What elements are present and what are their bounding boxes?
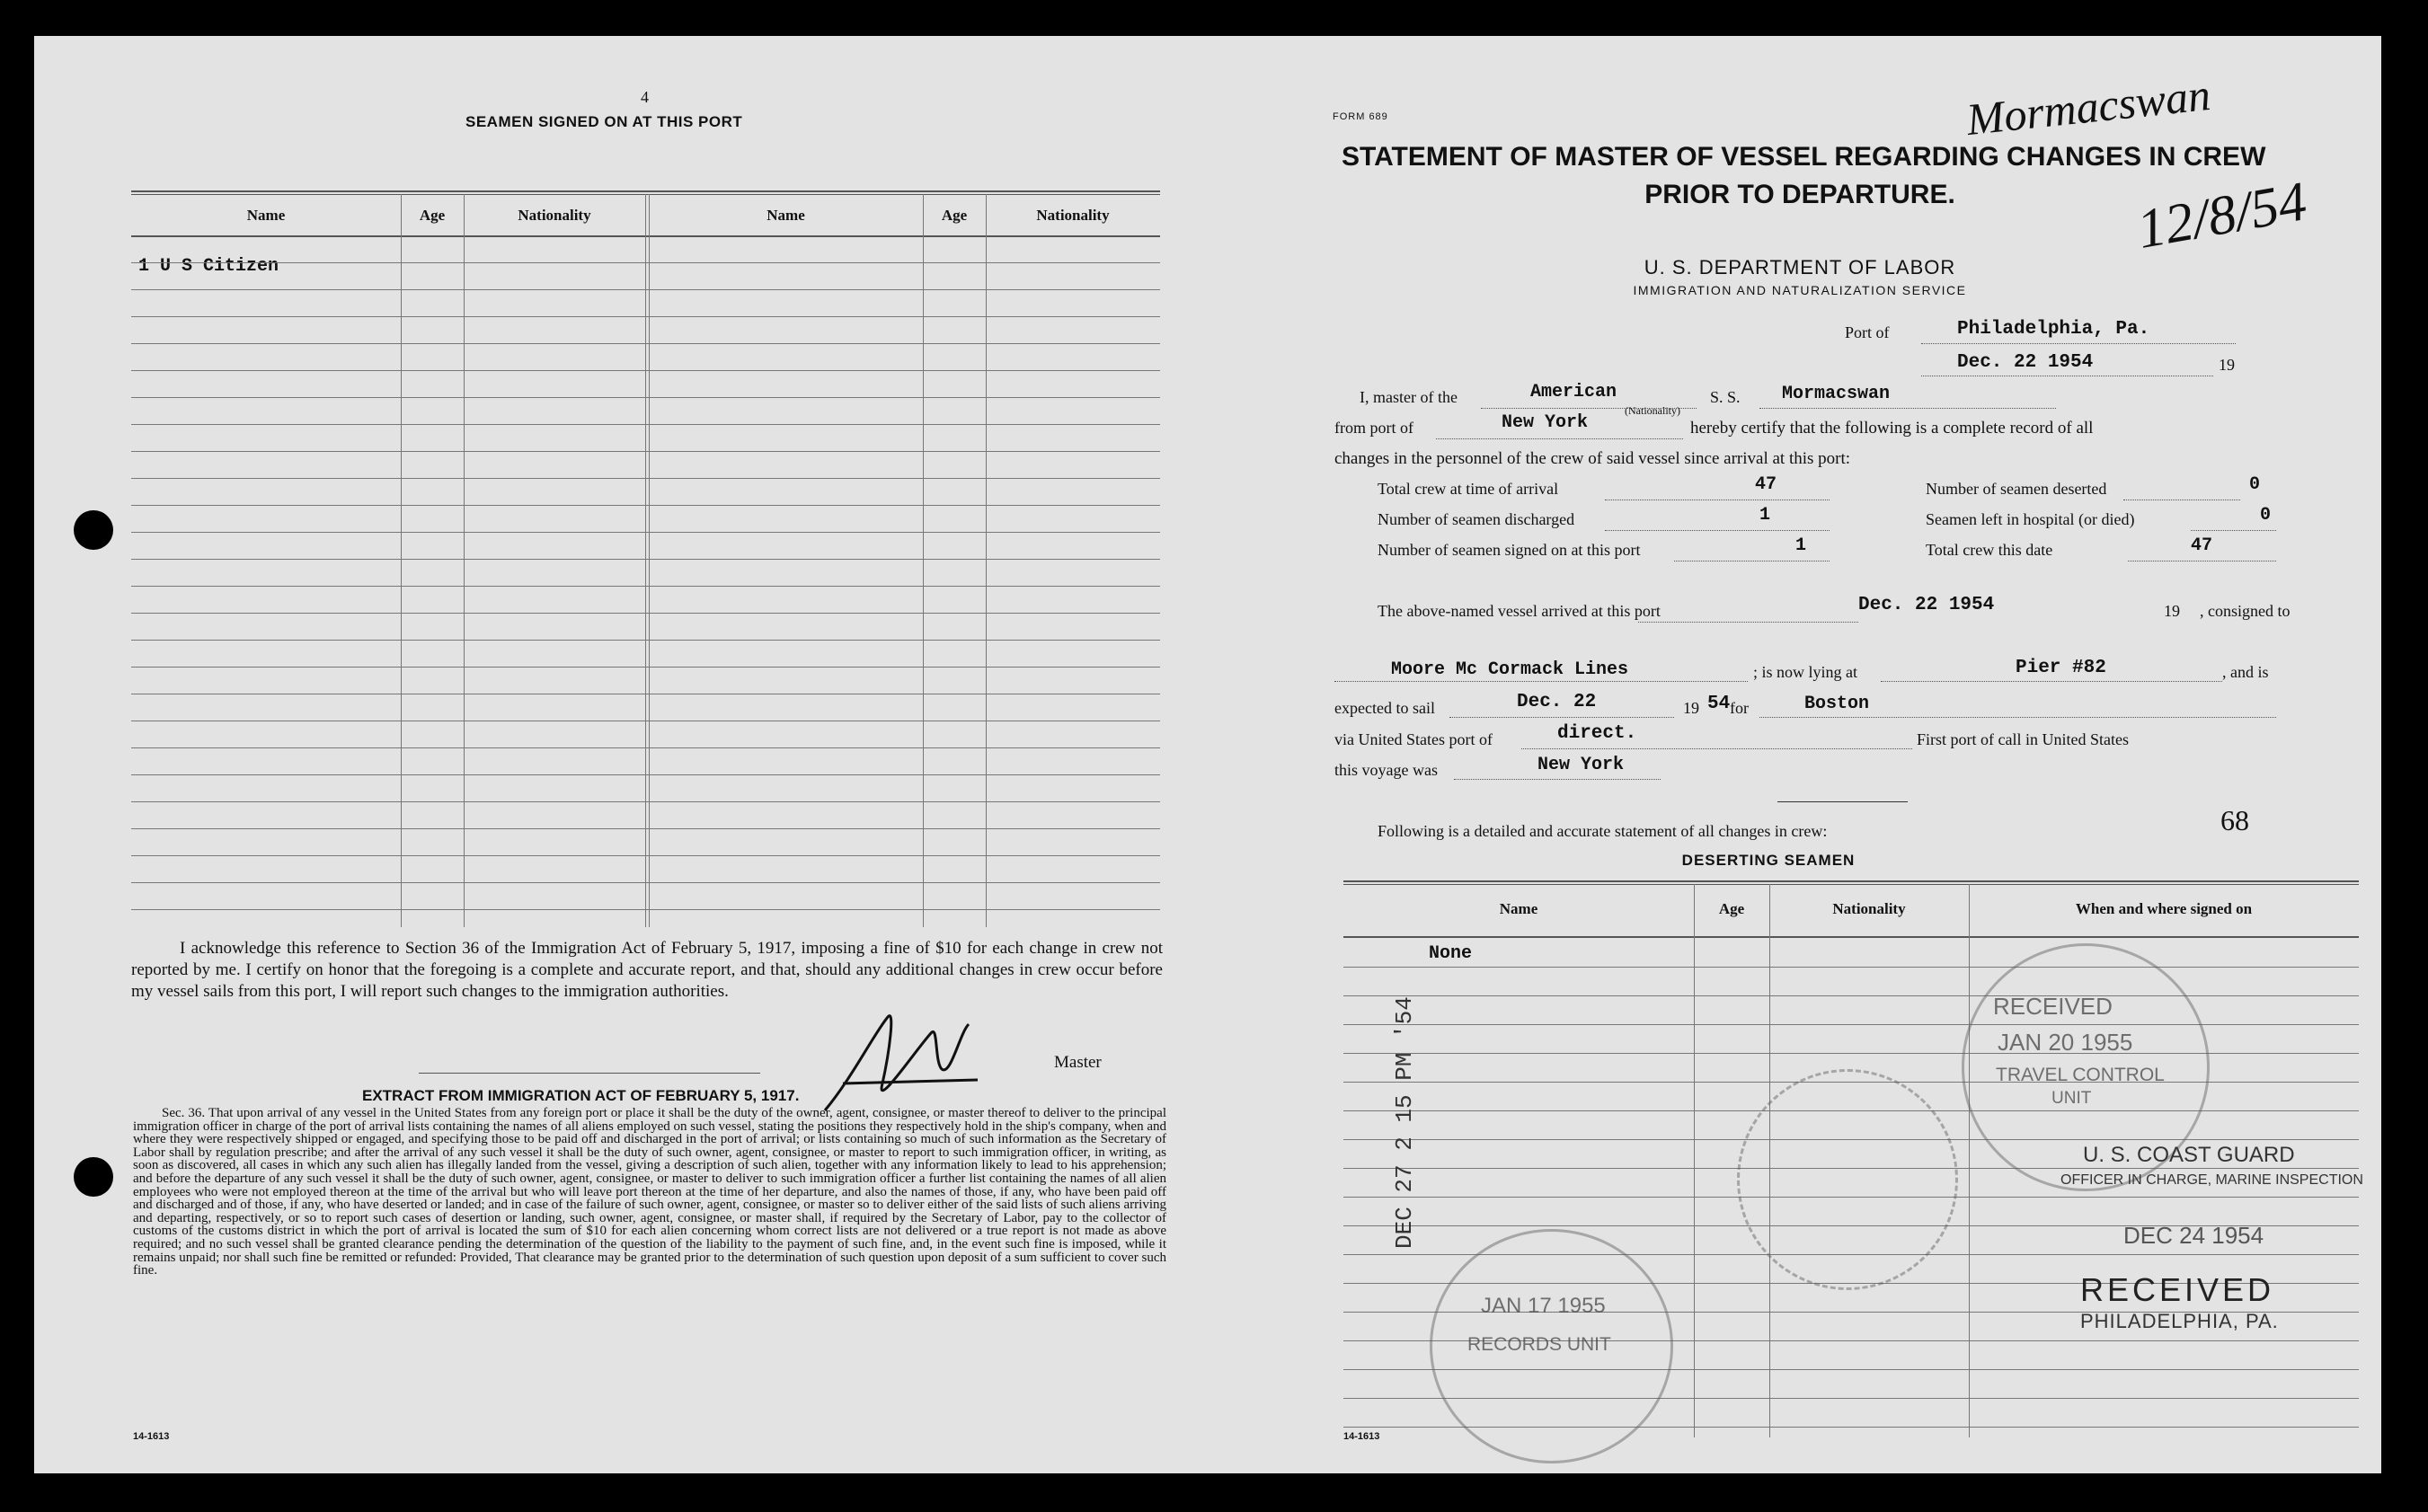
table-rule (645, 194, 646, 927)
hospital-line (2191, 530, 2276, 531)
column-header-name: Name (767, 207, 805, 224)
scanned-document (34, 36, 2381, 1473)
table-rule (401, 194, 402, 927)
form-code: 14-1613 (1343, 1431, 1380, 1442)
service-name: IMMIGRATION AND NATURALIZATION SERVICE (1633, 283, 1967, 297)
vessel-line (1759, 408, 2056, 409)
nationality-value: American (1530, 382, 1617, 402)
total-arrival-value: 47 (1755, 474, 1777, 495)
arrived-line (1638, 622, 1858, 623)
table-rule (1343, 1024, 2359, 1025)
right-page (1261, 36, 2381, 1473)
arrived-label: The above-named vessel arrived at this port (1378, 602, 1661, 620)
nationality-caption: (Nationality) (1625, 404, 1680, 417)
faded-round-stamp (1737, 1069, 1958, 1290)
first-port-value: New York (1537, 755, 1625, 775)
voyage-label: this voyage was (1334, 761, 1438, 779)
changes-text: changes in the personnel of the crew of said vessel since arrival at this port: (1334, 449, 1851, 468)
destination-line (1759, 717, 2276, 718)
table-cell-name: None (1429, 943, 1473, 964)
stamp-text: RECORDS UNIT (1467, 1334, 1611, 1355)
handwritten-date: 12/8/54 (2132, 171, 2311, 261)
ss-label: S. S. (1710, 388, 1741, 406)
expected-label: expected to sail (1334, 699, 1435, 717)
left-page (34, 36, 1202, 1473)
punch-hole (74, 1157, 113, 1197)
sail-date-value: Dec. 22 (1517, 692, 1597, 712)
signed-on-table (131, 153, 1160, 927)
column-header-nationality: Nationality (518, 207, 591, 224)
port-value: Philadelphia, Pa. (1957, 319, 2150, 340)
date-value: Dec. 22 1954 (1957, 352, 2094, 373)
vessel-value: Mormacswan (1782, 384, 1891, 404)
column-header-age: Age (1718, 900, 1745, 917)
total-today-label: Total crew this date (1926, 541, 2053, 559)
table-rule (1969, 884, 1970, 1437)
table-rule (1343, 936, 2359, 938)
following-text: Following is a detailed and accurate statement of all changes in crew: (1378, 822, 1828, 840)
total-arrival-label: Total crew at time of arrival (1378, 480, 1559, 498)
table-rule (923, 194, 924, 927)
via-value: direct. (1557, 723, 1637, 744)
from-port-value: New York (1502, 412, 1589, 433)
form-number: FORM 689 (1333, 111, 1388, 122)
extract-text: Sec. 36. That upon arrival of any vessel in the United States from any foreign port or place it shall be the duty of the owner, agent, consignee, or master thereof to deliver to the principal immigration officer in charge of the port of arrival lists containing the names of all aliens employed on such vessel, stating the positions they respectively hold in the ship's company, when and where they were respectively shipped or engaged, and specifying those to be paid off and discharged in the port of arrival; or lists containing so much of such information as the Secretary of Labor shall by regulation prescribe; and after the arrival of any such vessel it shall be the duty of such owner, agent, consignee, or master to report to such immigration officer, in writing, as soon as discovered, all cases in which any such alien has illegally landed from the vessel, giving a description of such alien, together with any information likely to lead to his apprehension; and before the departure of any such vessel it shall be the duty of such owner, agent, consignee, or master to deliver to such immigration officer a further list containing the names of all alien employees who were not employed thereon at the time of the arrival but who will leave port thereon at the time of her departure, and also the names of those, if any, who have been paid off and discharged and of those, if any, who have deserted or landed; and in case of the failure of such owner, agent, consignee, or master so to deliver either of the said lists of such aliens arriving and departing, respectively, or so to report such cases of desertion or landing, such owner, agent, consignee, or master shall, if required by the Secretary of Labor, pay to the collector of customs of the customs district in which the port of arrival is located the sum of $10 for each alien concerning whom correct lists are not delivered or a true report is not made as above required; and no such vessel shall be granted clearance pending the determination of the question of the liability to the payment of such fine, and, in the event such fine is imposed, while it remains unpaid; nor shall such fine be remitted or refunded: Provided, That clearance may be granted prior to the determination of such question upon deposit of a sum sufficient to cover such fine. (133, 1106, 1166, 1278)
table-cell-name: 1 U S Citizen (138, 256, 279, 277)
table-rule (464, 194, 465, 927)
first-port-label: First port of call in United States (1917, 730, 2129, 748)
first-port-line (1454, 779, 1661, 780)
separator-rule (1777, 801, 1908, 802)
column-header-nationality: Nationality (1036, 207, 1110, 224)
received-city: PHILADELPHIA, PA. (2080, 1310, 2279, 1332)
document-title: STATEMENT OF MASTER OF VESSEL REGARDING CHANGES IN CREW (1342, 142, 2266, 172)
from-port-line (1436, 438, 1683, 439)
column-header-age: Age (419, 207, 446, 224)
table-rule (1343, 884, 2359, 885)
total-today-value: 47 (2191, 535, 2213, 556)
received-stamp: RECEIVED (2080, 1271, 2275, 1308)
year-suffix: 19 (2219, 356, 2235, 374)
deserting-heading: DESERTING SEAMEN (1681, 852, 1856, 869)
sail-date-line (1449, 717, 1674, 718)
from-port-label: from port of (1334, 419, 1413, 437)
and-is-label: , and is (2222, 663, 2269, 681)
via-label: via United States port of (1334, 730, 1493, 748)
table-rule (1343, 880, 2359, 882)
master-signature (789, 997, 996, 1123)
signed-on-label: Number of seamen signed on at this port (1378, 541, 1641, 559)
sail-year-value: 54 (1707, 694, 1731, 714)
stamp-text: JAN 17 1955 (1481, 1294, 1606, 1318)
hospital-value: 0 (2260, 505, 2272, 526)
extract-heading: EXTRACT FROM IMMIGRATION ACT OF FEBRUARY 5, 1917. (362, 1087, 800, 1104)
department-name: U. S. DEPARTMENT OF LABOR (1644, 256, 1956, 279)
pier-value: Pier #82 (2016, 658, 2106, 678)
table-rule (131, 190, 1160, 192)
form-code: 14-1613 (133, 1431, 170, 1442)
stamp-text: TRAVEL CONTROL (1996, 1065, 2165, 1085)
for-label: for (1730, 699, 1749, 717)
stamp-text: UNIT (2051, 1089, 2092, 1108)
table-rule (1694, 884, 1695, 1437)
lying-label: ; is now lying at (1753, 663, 1857, 681)
table-rule (1343, 967, 2359, 968)
column-header-signed-on: When and where signed on (2075, 900, 2253, 917)
punch-hole (74, 510, 113, 550)
coast-guard-date: DEC 24 1954 (2123, 1222, 2264, 1249)
table-rule (1343, 995, 2359, 996)
arrived-date-value: Dec. 22 1954 (1858, 595, 1995, 615)
document-subtitle: PRIOR TO DEPARTURE. (1644, 180, 1955, 209)
table-rule (649, 194, 650, 927)
stamp-text: JAN 20 1955 (1998, 1029, 2133, 1056)
coast-guard-stamp: U. S. COAST GUARD (2083, 1143, 2295, 1167)
page-number: 4 (641, 88, 649, 106)
table-rule (986, 194, 987, 927)
discharged-label: Number of seamen discharged (1378, 510, 1575, 528)
deserted-value: 0 (2249, 474, 2261, 495)
master-label: Master (1054, 1053, 1102, 1072)
column-header-name: Name (1499, 900, 1538, 917)
deserted-label: Number of seamen deserted (1926, 480, 2107, 498)
consignee-value: Moore Mc Cormack Lines (1391, 659, 1629, 680)
discharged-line (1605, 530, 1830, 531)
sail-year-prefix: 19 (1683, 699, 1699, 717)
port-label: Port of (1845, 323, 1890, 341)
column-header-name: Name (246, 207, 286, 224)
via-line (1521, 748, 1912, 749)
acknowledgement-text: I acknowledge this reference to Section 36 of the Immigration Act of February 5, 1917, imposing a fine of $10 for each change in crew not reported by me. I certify on honor that the foregoing is a complete and accurate report, and that, should any additional changes in crew occur before my vessel sails from this port, I will report such changes to the immigration authorities. (131, 939, 1163, 1001)
certify-text: hereby certify that the following is a complete record of all (1690, 419, 2094, 438)
destination-value: Boston (1804, 694, 1870, 714)
column-header-age: Age (941, 207, 968, 224)
consignee-line (1334, 681, 1748, 682)
hospital-label: Seamen left in hospital (or died) (1926, 510, 2135, 528)
handwritten-vessel-name: Mormacswan (1963, 68, 2213, 146)
port-line (1921, 343, 2236, 344)
seamen-signed-heading: SEAMEN SIGNED ON AT THIS PORT (465, 113, 743, 130)
signature-line (419, 1073, 760, 1074)
signed-on-value: 1 (1795, 535, 1807, 556)
discharged-value: 1 (1759, 505, 1771, 526)
coast-guard-officer: OFFICER IN CHARGE, MARINE INSPECTION (2060, 1172, 2363, 1188)
column-header-nationality: Nationality (1832, 900, 1906, 917)
stamp-text: RECEIVED (1993, 993, 2113, 1020)
consigned-label: , consigned to (2200, 602, 2291, 620)
handwritten-number: 68 (2220, 804, 2249, 836)
date-time-stamp: DEC 27 2 15 PM '54 (1391, 996, 1418, 1249)
master-of-label: I, master of the (1360, 388, 1458, 406)
arrived-year: 19 (2164, 602, 2180, 620)
pier-line (1881, 681, 2222, 682)
